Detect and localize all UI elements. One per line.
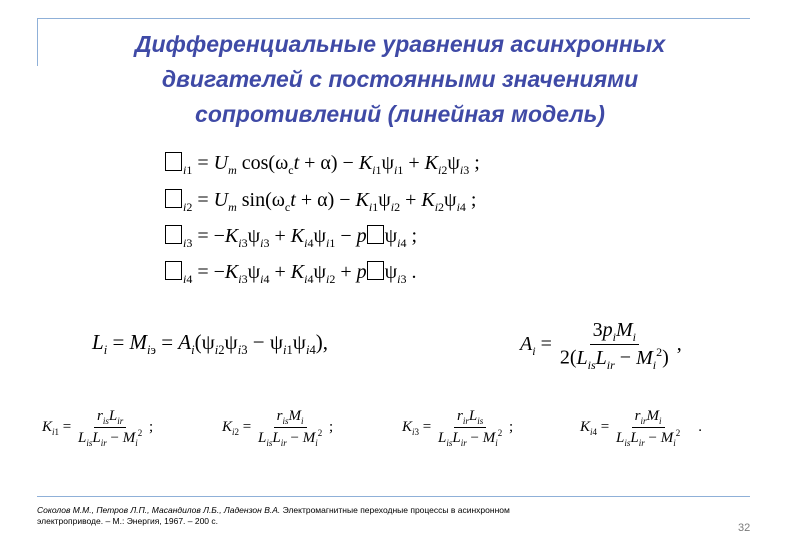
equation-psi4: $_{i4} = -K_{i3}\psi_{i4} + K_{i4}\psi_{i2} + p$ $\psi_{i3}$ .: [165, 261, 416, 287]
citation-text: Электромагнитные переходные процессы в асинхронном: [280, 505, 510, 515]
equation-k4: $K_{i4}$ = $\frac{r_{ir}M_i}{L_{is}L_{ir} - M_i^2}$ .: [580, 408, 702, 448]
footer-rule: [37, 496, 750, 497]
citation: [37, 505, 637, 527]
title-line: двигателей с постоянными значениями: [161, 66, 639, 92]
equation-k3: $K_{i3}$ = $\frac{r_{ir}L_{is}}{L_{is}L_{ir} - M_i^2}$ ;: [402, 408, 514, 448]
equation-psi3: $_{i3} = -K_{i3}\psi_{i3} + K_{i4}\psi_{i1} - p$ $\psi_{i4}$ ;: [165, 225, 417, 251]
top-rule: [37, 18, 750, 19]
page-number: 32: [738, 522, 751, 534]
equation-k1: $K_{i1}$ = $\frac{r_{is}L_{ir}}{L_{is}L_{ir} - M_i^2}$ ;: [42, 408, 154, 448]
citation-text-line2: электроприводе. – М.: Энергия, 1967. – 200 с.: [37, 516, 219, 526]
title-line: Дифференциальные уравнения асинхронных: [134, 31, 666, 57]
title-line: сопротивлений (линейная модель): [195, 101, 605, 127]
equation-psi1: $_{i1} = U_m$ $\cos(\omega_ct + \alpha) - K_{i1}\psi_{i1} + K_{i2}\psi_{i3}$ ;: [165, 152, 480, 178]
equation-ai: $A_i$ = $\frac{3p_iM_i}{2(L_{is}L_{ir} - M_i^2)}$ ,: [520, 319, 682, 373]
equation-k2: $K_{i2}$ = $\frac{r_{is}M_i}{L_{is}L_{ir} - M_i^2}$ ;: [222, 408, 334, 448]
left-rule: [37, 18, 38, 66]
slide-title: [60, 27, 740, 132]
equation-li: $L_i = M_{iэ} = A_i(\psi_{i2}\psi_{i3} - \psi_{i1}\psi_{i4})$,: [92, 330, 328, 358]
equation-psi2: $_{i2} = U_m$ $\sin(\omega_ct + \alpha) - K_{i1}\psi_{i2} + K_{i2}\psi_{i4}$ ;: [165, 189, 476, 215]
citation-authors: Соколов М.М., Петров Л.П., Масандилов Л.Б., Ладензон В.А.: [37, 505, 281, 515]
